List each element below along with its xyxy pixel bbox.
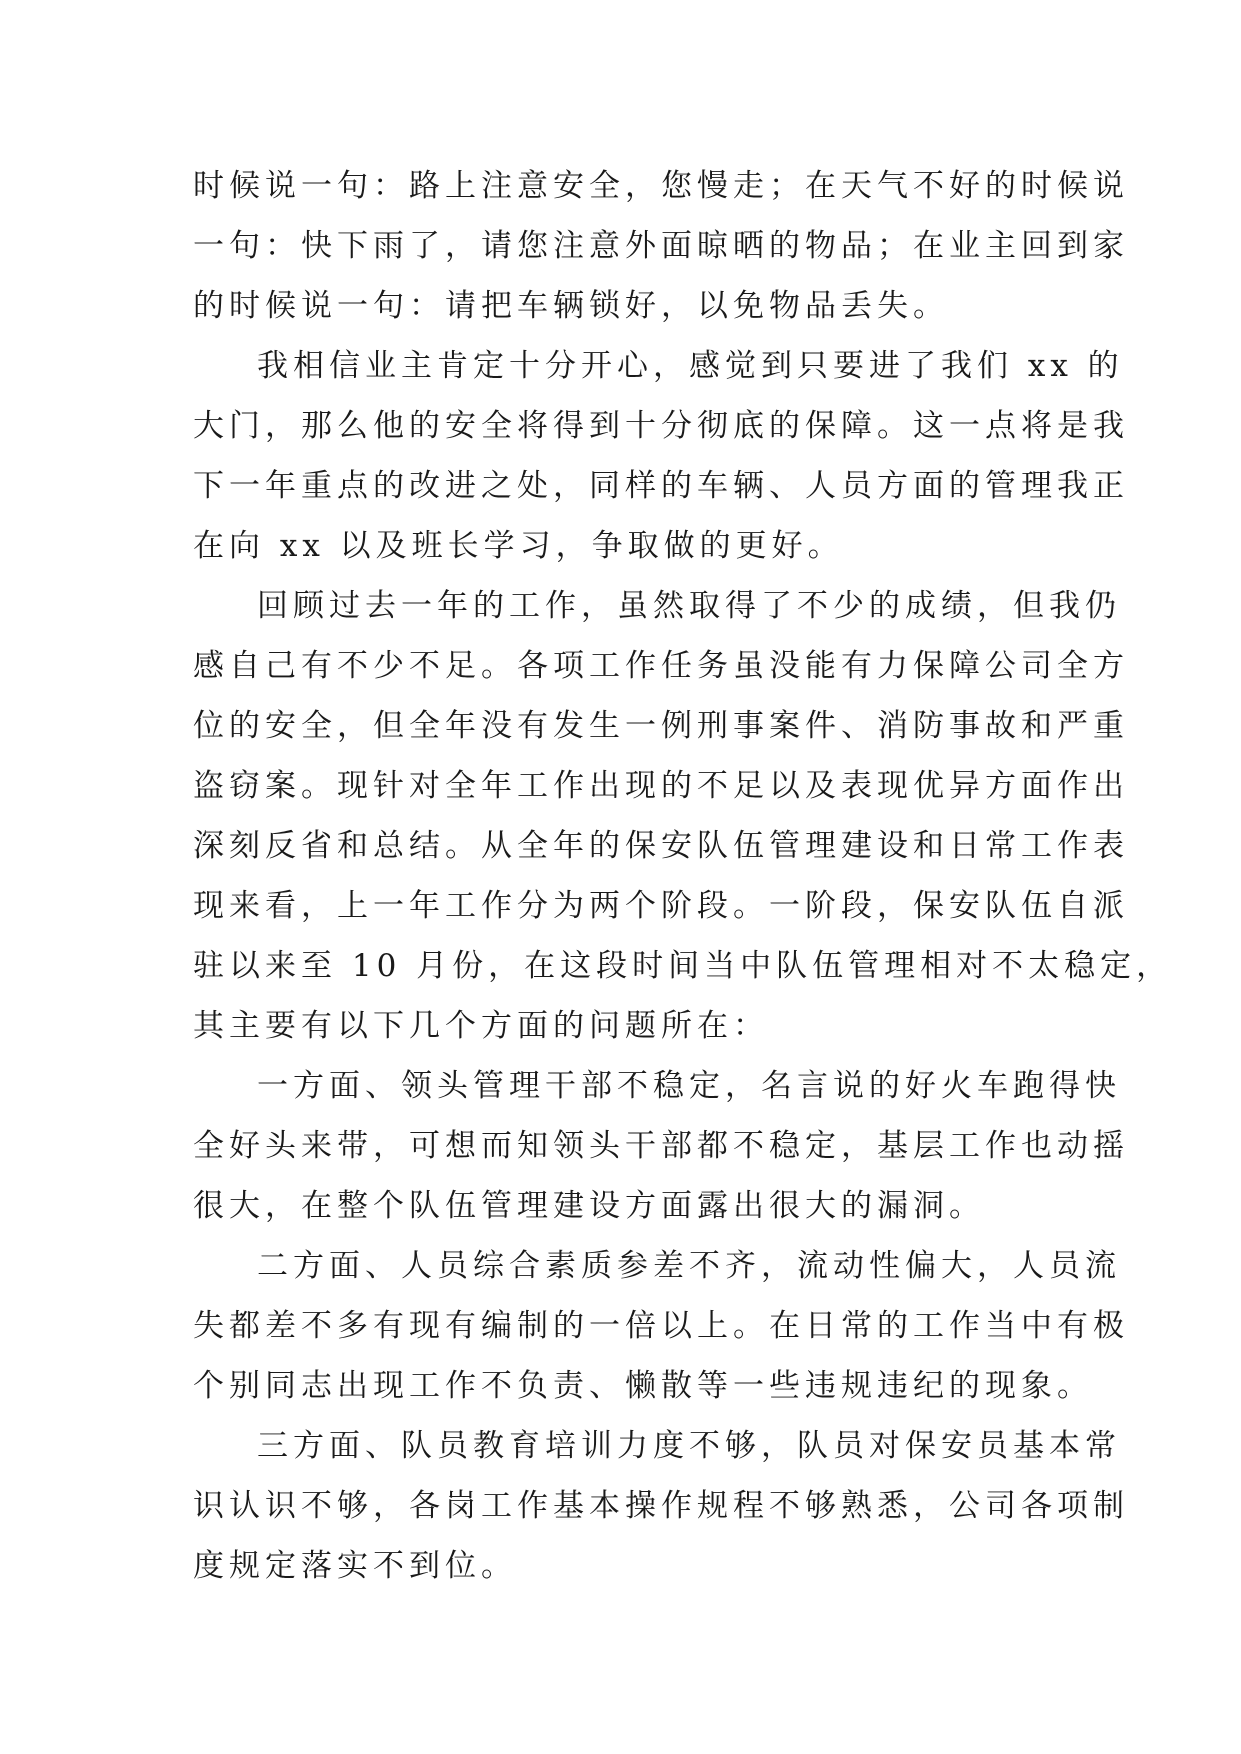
- text-line: 个别同志出现工作不负责、懒散等一些违规违纪的现象。: [193, 1368, 1093, 1404]
- paragraph-first-line: 三方面、队员教育培训力度不够，队员对保安员基本常: [257, 1428, 1121, 1464]
- text-line: 一句：快下雨了，请您注意外面晾晒的物品；在业主回到家: [193, 228, 1129, 264]
- paragraph-first-line: 回顾过去一年的工作，虽然取得了不少的成绩，但我仍: [257, 588, 1121, 624]
- text-line: 在向 xx 以及班长学习，争取做的更好。: [193, 528, 844, 564]
- text-line: 全好头来带，可想而知领头干部都不稳定，基层工作也动摇: [193, 1128, 1129, 1164]
- text-line: 失都差不多有现有编制的一倍以上。在日常的工作当中有极: [193, 1308, 1129, 1344]
- text-line: 深刻反省和总结。从全年的保安队伍管理建设和日常工作表: [193, 828, 1129, 864]
- paragraph-first-line: 二方面、人员综合素质参差不齐，流动性偏大，人员流: [257, 1248, 1121, 1284]
- document-body: [193, 156, 1173, 1596]
- text-line: 现来看，上一年工作分为两个阶段。一阶段，保安队伍自派: [193, 888, 1129, 924]
- text-line: 时候说一句：路上注意安全，您慢走；在天气不好的时候说: [193, 168, 1129, 204]
- text-line: 其主要有以下几个方面的问题所在：: [193, 1008, 769, 1044]
- text-line: 度规定落实不到位。: [193, 1548, 517, 1584]
- text-line: 驻以来至 10 月份，在这段时间当中队伍管理相对不太稳定，: [193, 948, 1173, 984]
- text-line: 位的安全，但全年没有发生一例刑事案件、消防事故和严重: [193, 708, 1129, 744]
- text-line: 下一年重点的改进之处，同样的车辆、人员方面的管理我正: [193, 468, 1129, 504]
- paragraph-first-line: 我相信业主肯定十分开心，感觉到只要进了我们 xx 的: [257, 348, 1124, 384]
- text-line: 盗窃案。现针对全年工作出现的不足以及表现优异方面作出: [193, 768, 1129, 804]
- text-line: 感自己有不少不足。各项工作任务虽没能有力保障公司全方: [193, 648, 1129, 684]
- text-line: 大门，那么他的安全将得到十分彻底的保障。这一点将是我: [193, 408, 1129, 444]
- text-line: 的时候说一句：请把车辆锁好，以免物品丢失。: [193, 288, 949, 324]
- paragraph-first-line: 一方面、领头管理干部不稳定，名言说的好火车跑得快: [257, 1068, 1121, 1104]
- text-line: 很大，在整个队伍管理建设方面露出很大的漏洞。: [193, 1188, 985, 1224]
- text-line: 识认识不够，各岗工作基本操作规程不够熟悉，公司各项制: [193, 1488, 1129, 1524]
